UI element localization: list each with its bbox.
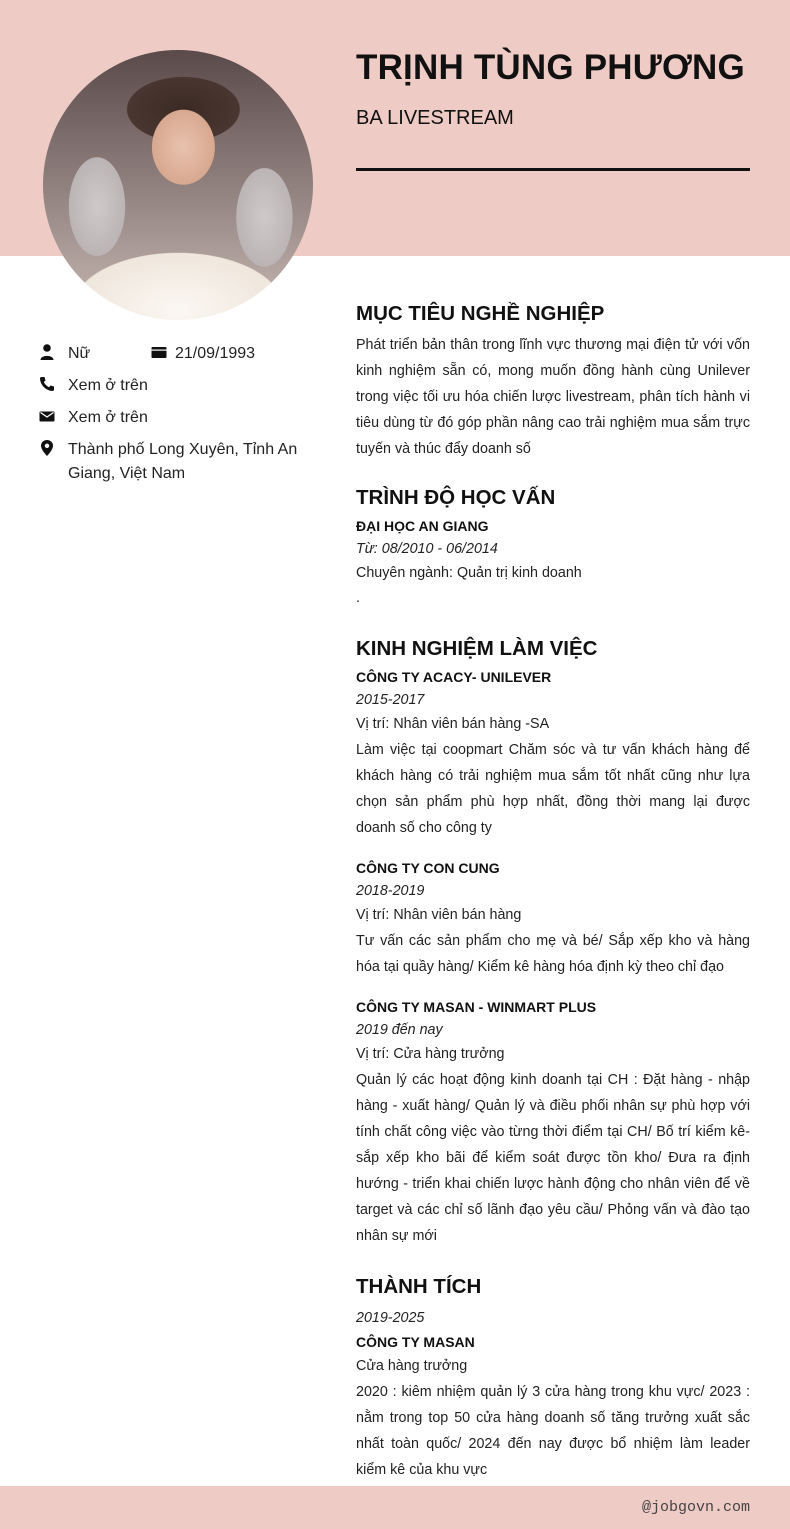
job-period: 2015-2017 bbox=[356, 692, 425, 708]
job-description: Quản lý các hoạt động kinh doanh tại CH : Đặt hàng - nhập hàng - xuất hàng/ Quản lý và điều phối nhân sự phù hợp với tính chất công việc vào từng thời điểm tại CH/ Bố trí kiểm kê- sắp xếp kho bãi để kiểm soát được tồn kho/ Đưa ra định hướng - triển khai chiến lược hành động cho nhân viên để về target và các chỉ số lãnh đạo yêu cầu/ Phỏng vấn và đào tạo nhân sự mới bbox=[356, 1072, 750, 1244]
candidate-name: TRỊNH TÙNG PHƯƠNG bbox=[356, 48, 745, 87]
person-icon bbox=[38, 343, 56, 361]
achievements-section bbox=[356, 1273, 750, 1483]
job-company: CÔNG TY ACACY- UNILEVER bbox=[356, 669, 552, 685]
school-name: ĐẠI HỌC AN GIANG bbox=[356, 518, 489, 534]
job-item bbox=[356, 856, 750, 980]
job-title: BA LIVESTREAM bbox=[356, 107, 514, 129]
gender-value: Nữ bbox=[68, 345, 91, 362]
achievements-role: Cửa hàng trưởng bbox=[356, 1358, 468, 1374]
objective-heading: MỤC TIÊU NGHỀ NGHIỆP bbox=[356, 302, 605, 325]
address-value: Thành phố Long Xuyên, Tỉnh An Giang, Việt Nam bbox=[68, 441, 298, 482]
contact-row-address bbox=[38, 436, 318, 492]
email-value: Xem ở trên bbox=[68, 409, 148, 426]
job-item bbox=[356, 665, 750, 841]
job-position: Vị trí: Nhân viên bán hàng bbox=[356, 907, 522, 923]
mail-icon bbox=[38, 407, 56, 425]
contact-info bbox=[38, 340, 318, 492]
job-item bbox=[356, 995, 750, 1249]
dob-value: 21/09/1993 bbox=[175, 345, 256, 362]
education-note: . bbox=[356, 590, 360, 606]
phone-icon bbox=[38, 375, 56, 393]
job-position: Vị trí: Nhân viên bán hàng -SA bbox=[356, 716, 550, 732]
objective-text: Phát triển bản thân trong lĩnh vực thương mại điện tử với vốn kinh nghiệm sẵn có, mong muốn đồng hành cùng Unilever trong việc tối ưu hóa chiến lược livestream, phân tích hành vi tiêu dùng từ đó góp phần nâng cao trải nghiệm mua sắm trực tuyến và thúc đẩy doanh số bbox=[356, 337, 750, 457]
footer-watermark: @jobgovn.com bbox=[641, 1499, 750, 1516]
contact-row-email bbox=[38, 404, 318, 436]
experience-heading: KINH NGHIỆM LÀM VIỆC bbox=[356, 637, 598, 660]
phone-value: Xem ở trên bbox=[68, 377, 148, 394]
experience-section bbox=[356, 635, 750, 1249]
title-divider bbox=[356, 168, 750, 171]
achievements-text: 2020 : kiêm nhiệm quản lý 3 cửa hàng trong khu vực/ 2023 : nằm trong top 50 cửa hàng doanh số tăng trưởng xuất sắc nhất toàn quốc/ 2024 đến nay được bổ nhiệm làm leader kiểm kê của khu vực bbox=[356, 1384, 750, 1478]
job-company: CÔNG TY CON CUNG bbox=[356, 860, 500, 876]
education-period: Từ: 08/2010 - 06/2014 bbox=[356, 541, 498, 557]
job-period: 2018-2019 bbox=[356, 883, 425, 899]
contact-row-gender-dob bbox=[38, 340, 318, 372]
location-pin-icon bbox=[38, 439, 56, 457]
job-company: CÔNG TY MASAN - WINMART PLUS bbox=[356, 999, 597, 1015]
job-description: Tư vấn các sản phẩm cho mẹ và bé/ Sắp xếp kho và hàng hóa tại quầy hàng/ Kiểm kê hàng hóa định kỳ theo chỉ đạo bbox=[356, 933, 750, 975]
objective-section bbox=[356, 300, 750, 462]
profile-photo bbox=[43, 50, 313, 320]
contact-row-phone bbox=[38, 372, 318, 404]
achievements-period: 2019-2025 bbox=[356, 1310, 425, 1326]
calendar-icon bbox=[150, 343, 168, 361]
education-section bbox=[356, 484, 750, 611]
job-description: Làm việc tại coopmart Chăm sóc và tư vấn khách hàng để khách hàng có trải nghiệm mua sắm tốt nhất cũng như lựa chọn sản phẩm phù hợp nhất, đồng thời mang lại được doanh số cho công ty bbox=[356, 742, 750, 836]
footer-band bbox=[0, 1486, 790, 1529]
education-major: Chuyên ngành: Quản trị kinh doanh bbox=[356, 565, 582, 581]
job-position: Vị trí: Cửa hàng trưởng bbox=[356, 1046, 505, 1062]
achievements-company: CÔNG TY MASAN bbox=[356, 1334, 475, 1350]
achievements-heading: THÀNH TÍCH bbox=[356, 1275, 482, 1298]
education-heading: TRÌNH ĐỘ HỌC VẤN bbox=[356, 486, 556, 509]
job-period: 2019 đến nay bbox=[356, 1022, 443, 1038]
main-content bbox=[356, 300, 750, 1483]
